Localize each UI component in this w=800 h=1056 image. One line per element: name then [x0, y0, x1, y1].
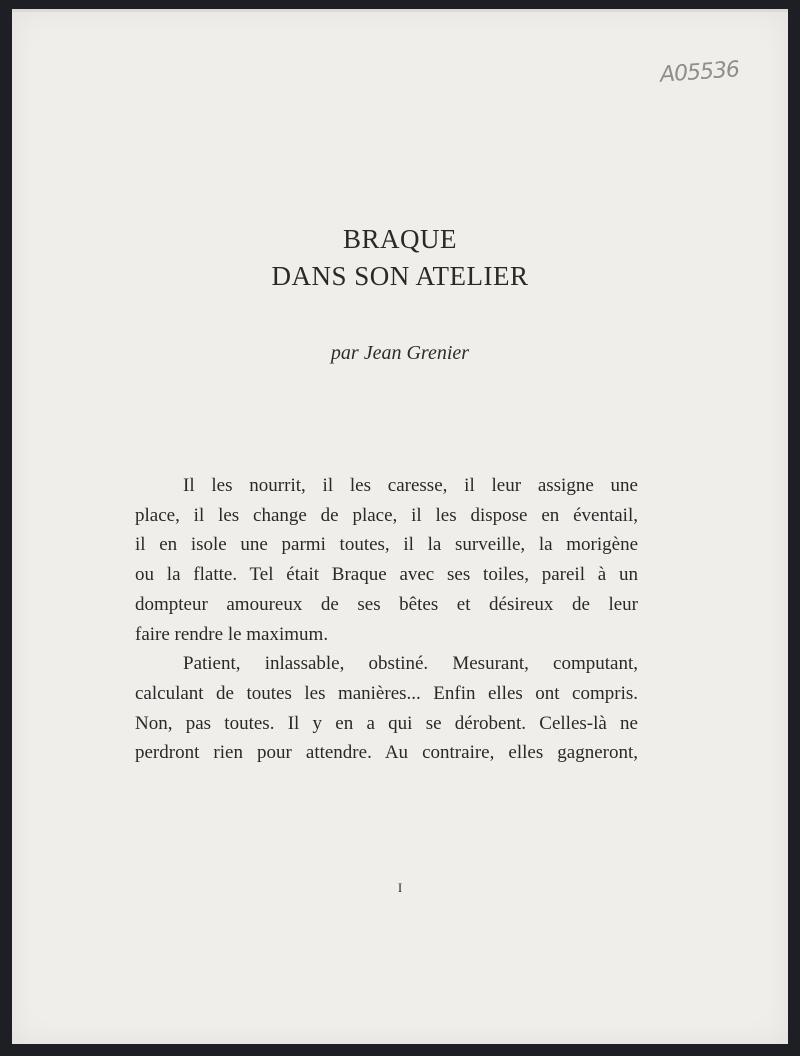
- handwritten-catalog-number: A05536: [659, 57, 740, 88]
- title-line-1: BRAQUE: [342, 224, 457, 254]
- paragraph-1-line: Il les nourrit, il les caresse, il leur assigne une: [183, 475, 638, 496]
- paragraph-1-line: place, il les change de place, il les dispose en éventail,: [135, 504, 638, 526]
- paragraph-2-line: perdront rien pour attendre. Au contraire, elles gagneront,: [135, 742, 638, 764]
- byline: [12, 342, 788, 365]
- paragraph-1-line: il en isole une parmi toutes, il la surveille, la morigène: [135, 534, 638, 556]
- document-page: [12, 9, 788, 1044]
- paragraph-1-line: dompteur amoureux de ses bêtes et désireux de leur: [135, 593, 638, 615]
- page-edge: [12, 9, 788, 12]
- paragraph-2-line: Non, pas toutes. Il y en a qui se dérobent. Celles-là ne: [135, 712, 638, 734]
- paragraph-2-line: Patient, inlassable, obstiné. Mesurant, computant,: [183, 653, 638, 675]
- paragraph-1-line: faire rendre le maximum.: [135, 623, 329, 645]
- paragraph-1-line: ou la flatte. Tel était Braque avec ses toiles, pareil à un: [135, 564, 638, 586]
- title-line-2: DANS SON ATELIER: [271, 261, 529, 291]
- page-number: I: [397, 880, 403, 895]
- paragraph-2-line: calculant de toutes les manières... Enfin elles ont compris.: [135, 682, 638, 704]
- byline-author: Jean Grenier: [363, 342, 470, 364]
- byline-prefix: par: [330, 342, 359, 364]
- body-text: [135, 471, 638, 768]
